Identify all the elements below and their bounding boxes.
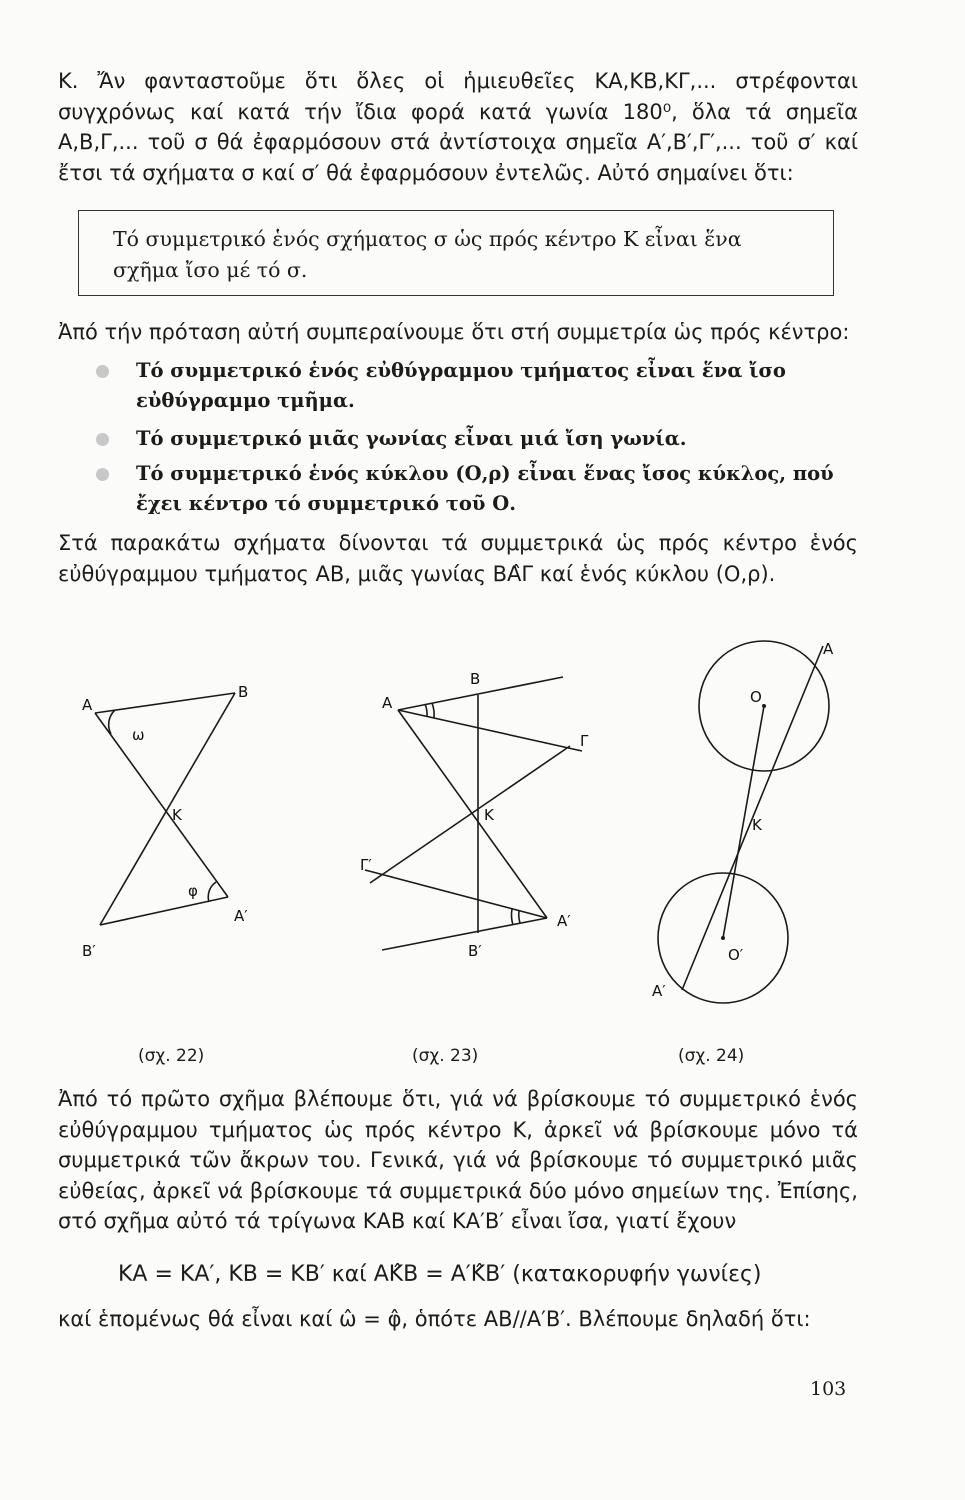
analysis-paragraph: Ἀπό τό πρῶτο σχῆμα βλέπουμε ὅτι, γιά νά βρίσκουμε τό συμμετρικό ἑνός εὐθύγραμμου τμήματος ὡς πρός κέντρο Κ, ἀρκεῖ νά βρίσκουμε μόνο τά συμμετρικά τῶν ἄκρων του. Γενικά, γιά νά βρίσκουμε τό συμμετρικό μιᾶς εὐθείας, ἀρκεῖ νά βρίσκουμε τά συμμετρικά δύο μόνο σημείων της. Ἐπίσης, στό σχῆμα αὐτό τά τρίγωνα ΚΑΒ καί ΚΑ′Β′ εἶναι ἴσα, γιατί ἔχουν [58,1087,858,1233]
center-O-prime-dot [721,936,725,940]
angle-prime-arc-1 [519,911,520,923]
caption-fig-24: (σχ. 24) [678,1046,745,1066]
segment-GG-prime [370,746,570,883]
label-A-prime: A′ [234,907,248,925]
label-K: K [484,806,494,824]
angle-arc-2 [432,703,434,718]
label-omega: ω [132,726,145,744]
theorem-text: Τό συμμετρικό ἑνός σχήματος σ ὡς πρός κέντρο Κ εἶναι ἕνα σχῆμα ἴσο μέ τό σ. [113,227,742,282]
label-K: K [752,816,762,834]
bullet-dot-icon [96,365,109,378]
label-O-prime: O′ [728,946,744,964]
ray-A-prime-B-prime [382,918,547,950]
label-B: B [238,683,249,701]
figure-22-segment-symmetry [70,660,290,980]
intro-paragraph: K. Ἄν φανταστοῦμε ὅτι ὅλες οἱ ἡμιευθεῖες ΚΑ,ΚΒ,ΚΓ,... στρέφονται συγχρόνως καί κατά τήν ἴδια φορά κατά γωνία 180⁰, ὅλα τά σημεῖα Α,Β,Γ,... τοῦ σ θά ἐφαρμόσουν στά ἀντίστοιχα σημεῖα Α′,Β′,Γ′,... τοῦ σ′ καί ἔτσι τά σχήματα σ καί σ′ θά ἐφαρμόσουν ἐντελῶς. Αὐτό σημαίνει ὅτι: [58,69,858,185]
ray-AB [398,677,563,710]
ray-AG [398,710,582,751]
label-B-prime: B′ [82,942,96,960]
label-B: B [470,670,481,688]
label-A: A [82,696,93,714]
caption-fig-23: (σχ. 23) [412,1046,479,1066]
label-K: K [172,806,182,824]
bullet-text: Τό συμμετρικό ἑνός εὐθύγραμμου τμήματος εἶναι ἕνα ἴσο εὐθύγραμμο τμῆμα. [136,359,786,412]
angle-omega-arc [109,710,115,734]
bullet-item-circle [98,459,858,519]
label-A: A [382,694,393,712]
center-O-dot [762,704,766,708]
label-phi: φ [188,882,198,900]
bullet-dot-icon [96,433,109,446]
caption-fig-22: (σχ. 22) [138,1046,205,1066]
bullet-text: Τό συμμετρικό ἑνός κύκλου (Ο,ρ) εἶναι ἕνας ἴσος κύκλος, πού ἔχει κέντρο τό συμμετρικό τοῦ Ο. [136,462,834,515]
label-A-prime: A′ [652,982,666,1000]
page-number: 103 [810,1378,847,1400]
bullet-dot-icon [96,468,109,481]
figures-intro: Στά παρακάτω σχήματα δίνονται τά συμμετρικά ὡς πρός κέντρο ἑνός εὐθύγραμμου τμήματος ΑΒ, μιᾶς γωνίας ΒΑ̂Γ καί ἑνός κύκλου (Ο,ρ). [58,531,858,586]
bullet-item-angle [98,424,858,454]
figure-24-circle-symmetry [640,620,870,1000]
label-G: Γ [580,732,589,750]
segment-AA-prime [398,710,547,918]
angle-prime-arc-2 [511,909,513,925]
label-A-prime: A′ [557,912,571,930]
angle-phi-arc [208,882,216,902]
ray-A-prime-G-prime [365,870,547,918]
bullet-text: Τό συμμετρικό μιᾶς γωνίας εἶναι μιά ἴση γωνία. [136,427,687,450]
bullet-item-segment [98,356,858,416]
conclusion-intro: Ἀπό τήν πρόταση αὐτή συμπεραίνουμε ὅτι στή συμμετρία ὡς πρός κέντρο: [58,320,850,344]
label-O: O [750,688,762,706]
equality-formula: ΚΑ = ΚΑ′, ΚΒ = ΚΒ′ καί ΑΚ̂Β = Α′Κ̂Β′ (κατακορυφήν γωνίες) [118,1262,762,1287]
figure-23-angle-symmetry [350,660,600,980]
angle-arc-1 [425,704,427,717]
theorem-box [78,210,834,296]
label-B-prime: B′ [468,942,482,960]
closing-paragraph: καί ἑπομένως θά εἶναι καί ω̂ = φ̂, ὁπότε ΑΒ//Α′Β′. Βλέπουμε δηλαδή ὅτι: [58,1307,811,1331]
label-G-prime: Γ′ [360,856,372,874]
label-A: A [823,640,834,658]
segment-BB-prime [100,693,235,925]
segment-AB [95,693,235,713]
